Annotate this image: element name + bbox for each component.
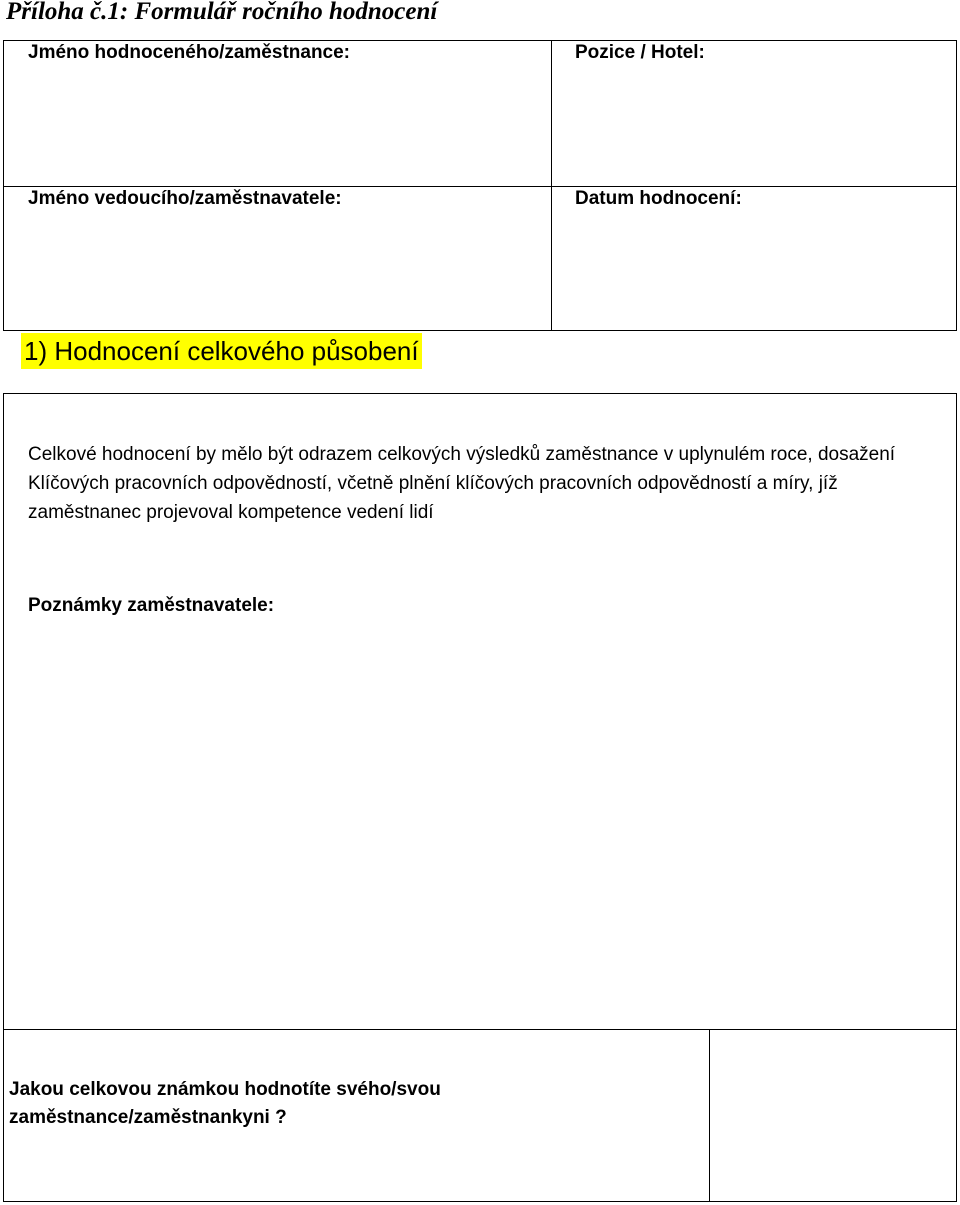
grade-question-text: Jakou celkovou známkou hodnotíte svého/svou zaměstnance/zaměstnankyni ? [9, 1079, 441, 1128]
employee-name-label: Jméno hodnoceného/zaměstnance: [28, 42, 351, 63]
manager-name-label: Jméno vedoucího/zaměstnavatele: [28, 188, 342, 209]
position-hotel-label: Pozice / Hotel: [575, 42, 705, 63]
grade-answer-cell[interactable] [709, 1029, 957, 1202]
employer-notes-label: Poznámky zaměstnavatele: [28, 595, 275, 616]
section-1-description: Celkové hodnocení by mělo být odrazem celkových výsledků zaměstnance v uplynulém roce, dosažení Klíčových pracovních odpovědností, včetně plnění klíčových pracovních odpovědností a míry, jíž zaměstnanec projevoval kompetence vedení lidí [28, 444, 896, 523]
section-1-heading: 1) Hodnocení celkového působení [21, 333, 422, 369]
document-title: Příloha č.1: Formulář ročního hodnocení [6, 0, 438, 25]
review-date-label: Datum hodnocení: [575, 188, 742, 209]
